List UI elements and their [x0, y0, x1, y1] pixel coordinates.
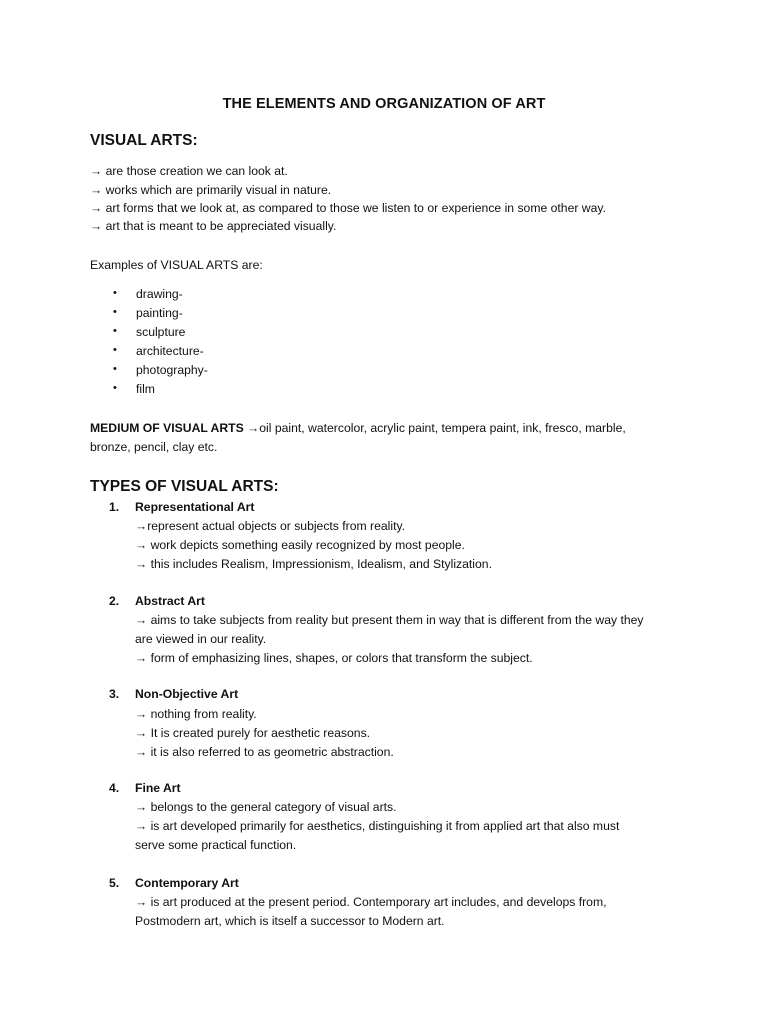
example-item: film — [136, 382, 155, 396]
type-number: 4. — [109, 781, 120, 795]
types-heading: TYPES OF VISUAL ARTS: — [90, 478, 279, 495]
type-line: → belongs to the general category of visual arts. — [135, 800, 397, 814]
medium-paragraph — [90, 420, 626, 436]
medium-text-continued: bronze, pencil, clay etc. — [90, 440, 218, 454]
example-item: painting- — [136, 306, 183, 320]
type-line: →represent actual objects or subjects from reality. — [135, 519, 406, 533]
bullet-icon: • — [113, 325, 117, 337]
type-title: Abstract Art — [135, 594, 205, 608]
type-line: → form of emphasizing lines, shapes, or colors that transform the subject. — [135, 651, 533, 665]
bullet-icon: • — [113, 363, 117, 375]
example-item: sculpture — [136, 325, 186, 339]
type-number: 2. — [109, 594, 120, 608]
type-line: → It is created purely for aesthetic reasons. — [135, 726, 371, 740]
example-item: architecture- — [136, 344, 204, 358]
type-line: serve some practical function. — [135, 838, 297, 852]
type-title: Representational Art — [135, 500, 255, 514]
visual-arts-line: → art forms that we look at, as compared to those we listen to or experience in some other way. — [90, 201, 606, 215]
type-title: Contemporary Art — [135, 876, 239, 890]
bullet-icon: • — [113, 306, 117, 318]
type-line: → this includes Realism, Impressionism, Idealism, and Stylization. — [135, 557, 492, 571]
type-line: → is art produced at the present period. Contemporary art includes, and develops from, — [135, 895, 607, 909]
bullet-icon: • — [113, 344, 117, 356]
type-title: Non-Objective Art — [135, 687, 239, 701]
type-line: → it is also referred to as geometric abstraction. — [135, 745, 394, 759]
bullet-icon: • — [113, 382, 117, 394]
type-title: Fine Art — [135, 781, 181, 795]
medium-text: →oil paint, watercolor, acrylic paint, tempera paint, ink, fresco, marble, — [247, 421, 626, 435]
example-item: photography- — [136, 363, 208, 377]
examples-heading: Examples of VISUAL ARTS are: — [90, 258, 263, 272]
visual-arts-line: → are those creation we can look at. — [90, 164, 288, 178]
type-line: → nothing from reality. — [135, 707, 257, 721]
document-title: THE ELEMENTS AND ORGANIZATION OF ART — [222, 96, 546, 112]
type-line: are viewed in our reality. — [135, 632, 267, 646]
type-line: → is art developed primarily for aesthetics, distinguishing it from applied art that also must — [135, 819, 620, 833]
medium-label: MEDIUM OF VISUAL ARTS — [90, 421, 244, 435]
type-line: → aims to take subjects from reality but present them in way that is different from the way they — [135, 613, 644, 627]
type-number: 3. — [109, 687, 120, 701]
visual-arts-line: → art that is meant to be appreciated visually. — [90, 219, 337, 233]
example-item: drawing- — [136, 287, 183, 301]
type-number: 5. — [109, 876, 120, 890]
visual-arts-heading: VISUAL ARTS: — [90, 132, 198, 149]
type-number: 1. — [109, 500, 120, 514]
visual-arts-line: → works which are primarily visual in nature. — [90, 183, 332, 197]
bullet-icon: • — [113, 287, 117, 299]
type-line: Postmodern art, which is itself a successor to Modern art. — [135, 914, 445, 928]
type-line: → work depicts something easily recognized by most people. — [135, 538, 465, 552]
